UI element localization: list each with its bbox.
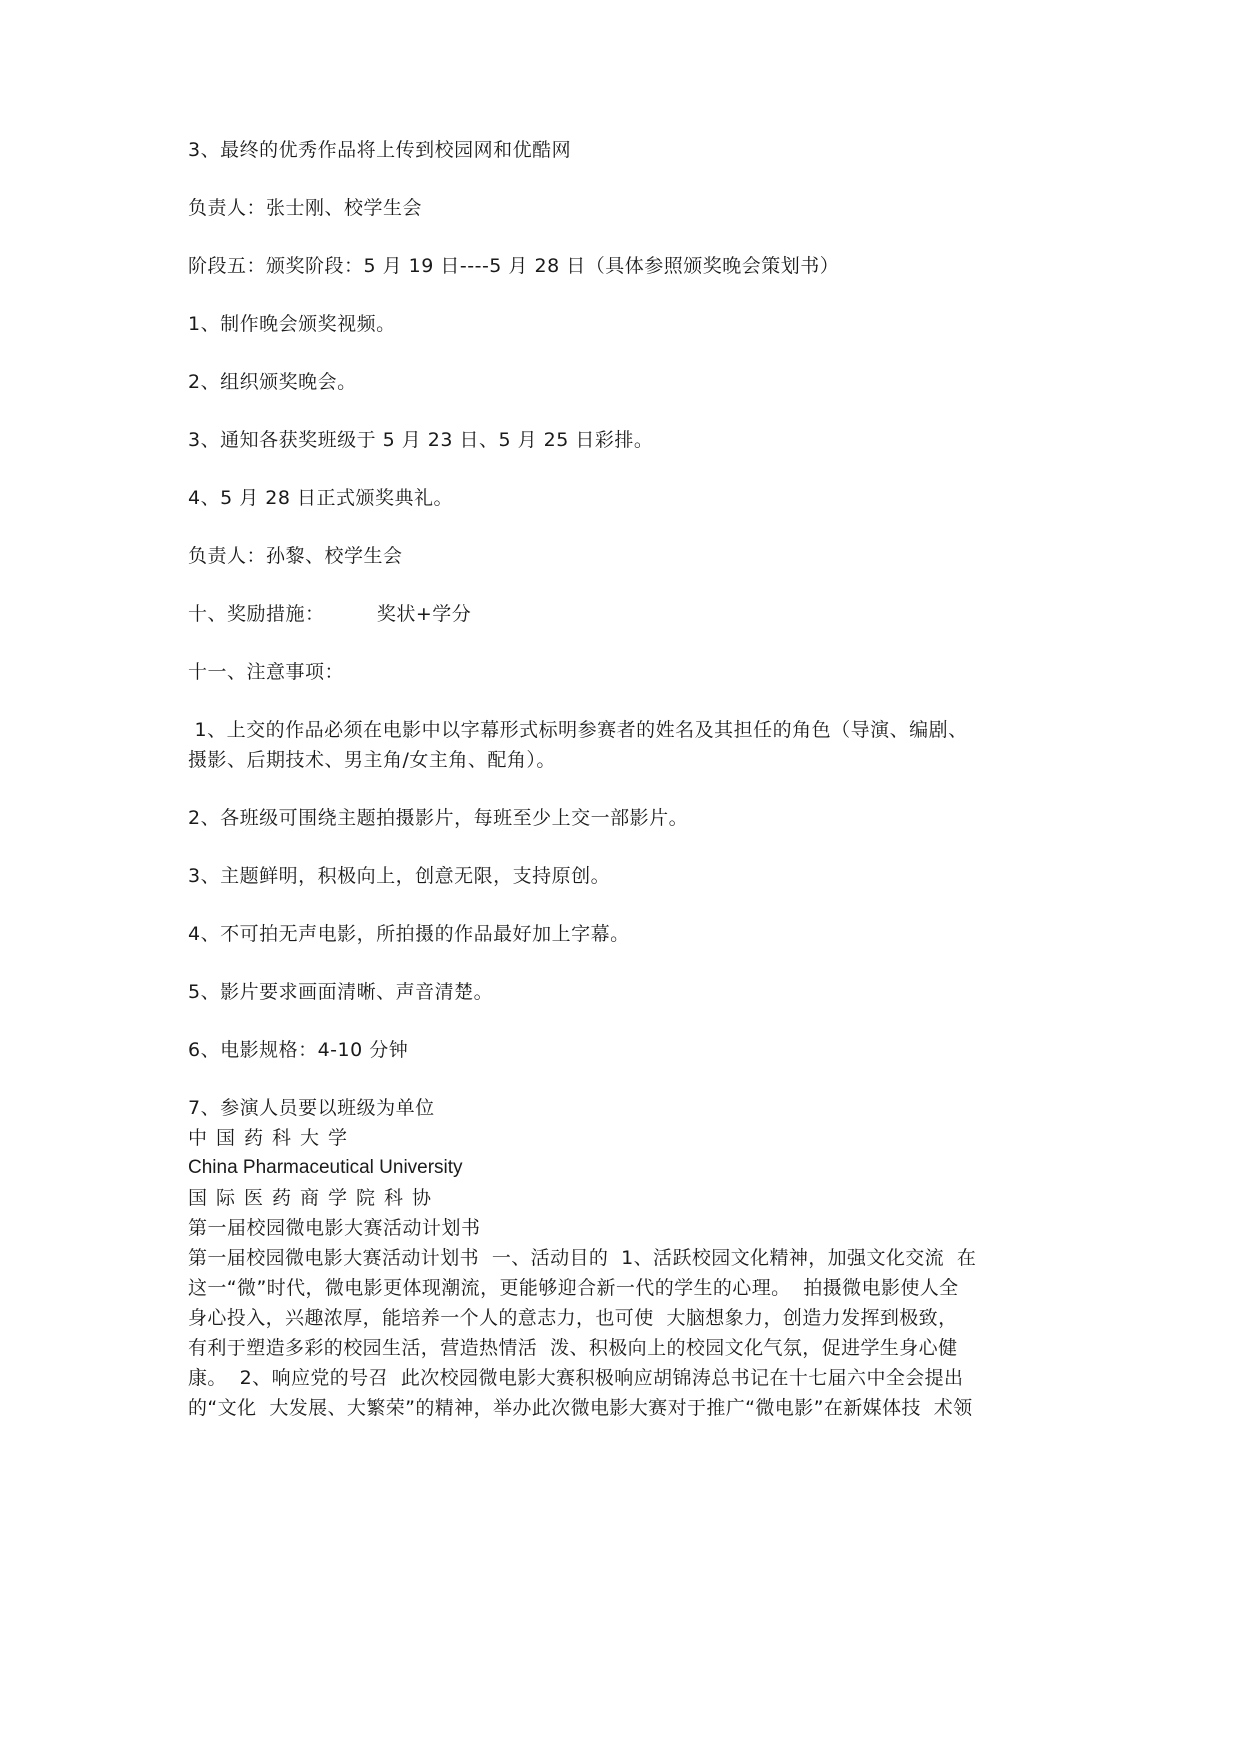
paragraph-line: 第一届校园微电影大赛活动计划书 一、活动目的 1、活跃校园文化精神，加强文化交流 在 [188, 1247, 977, 1269]
text-line-rehearsal: 3、通知各获奖班级于 5 月 23 日、5 月 25 日彩排。 [188, 429, 654, 451]
plan-body-paragraph [188, 1243, 1058, 1423]
text-line-note-7: 7、参演人员要以班级为单位 [188, 1097, 435, 1119]
text-line-ceremony: 4、5 月 28 日正式颁奖典礼。 [188, 487, 453, 509]
university-name-en: China Pharmaceutical University [188, 1157, 463, 1178]
paragraph-line: 这一“微”时代，微电影更体现潮流，更能够迎合新一代的学生的心理。 拍摄微电影使人全 [188, 1277, 959, 1299]
paragraph-line: 的“文化 大发展、大繁荣”的精神，举办此次微电影大赛对于推广“微电影”在新媒体技 术领 [188, 1397, 973, 1419]
text-line-note-5: 5、影片要求画面清晰、声音清楚。 [188, 981, 494, 1003]
college-association: 国际医药商学院科协 [188, 1187, 441, 1209]
text-line-notes-heading: 十一、注意事项： [188, 661, 345, 683]
paragraph-line: 身心投入，兴趣浓厚，能培养一个人的意志力，也可使 大脑想象力，创造力发挥到极致， [188, 1307, 958, 1329]
paragraph-line: 康。 2、响应党的号召 此次校园微电影大赛积极响应胡锦涛总书记在十七届六中全会提出 [188, 1367, 964, 1389]
text-line-award-party: 2、组织颁奖晚会。 [188, 371, 357, 393]
text-line-person-in-charge-2: 负责人：孙黎、校学生会 [188, 545, 403, 567]
text-line-note-4: 4、不可拍无声电影，所拍摄的作品最好加上字幕。 [188, 923, 630, 945]
text-line-note-2: 2、各班级可围绕主题拍摄影片，每班至少上交一部影片。 [188, 807, 689, 829]
paragraph-line: 有利于塑造多彩的校园生活，营造热情活 泼、积极向上的校园文化气氛，促进学生身心健 [188, 1337, 958, 1359]
text-line-note-3: 3、主题鲜明，积极向上，创意无限，支持原创。 [188, 865, 611, 887]
text-line-note-6: 6、电影规格：4-10 分钟 [188, 1039, 409, 1061]
text-line-note-1b: 摄影、后期技术、男主角/女主角、配角）。 [188, 749, 556, 771]
text-line-final-works: 3、最终的优秀作品将上传到校园网和优酷网 [188, 139, 572, 161]
plan-title: 第一届校园微电影大赛活动计划书 [188, 1217, 481, 1239]
text-line-rewards: 十、奖励措施： 奖状+学分 [188, 603, 472, 625]
text-line-stage-five: 阶段五：颁奖阶段：5 月 19 日----5 月 28 日（具体参照颁奖晚会策划书） [188, 255, 840, 277]
text-line-note-1a: 1、上交的作品必须在电影中以字幕形式标明参赛者的姓名及其担任的角色（导演、编剧、 [188, 719, 968, 741]
university-name-cn: 中国药科大学 [188, 1127, 357, 1149]
text-line-person-in-charge-1: 负责人：张士刚、校学生会 [188, 197, 423, 219]
text-line-award-video: 1、制作晚会颁奖视频。 [188, 313, 396, 335]
